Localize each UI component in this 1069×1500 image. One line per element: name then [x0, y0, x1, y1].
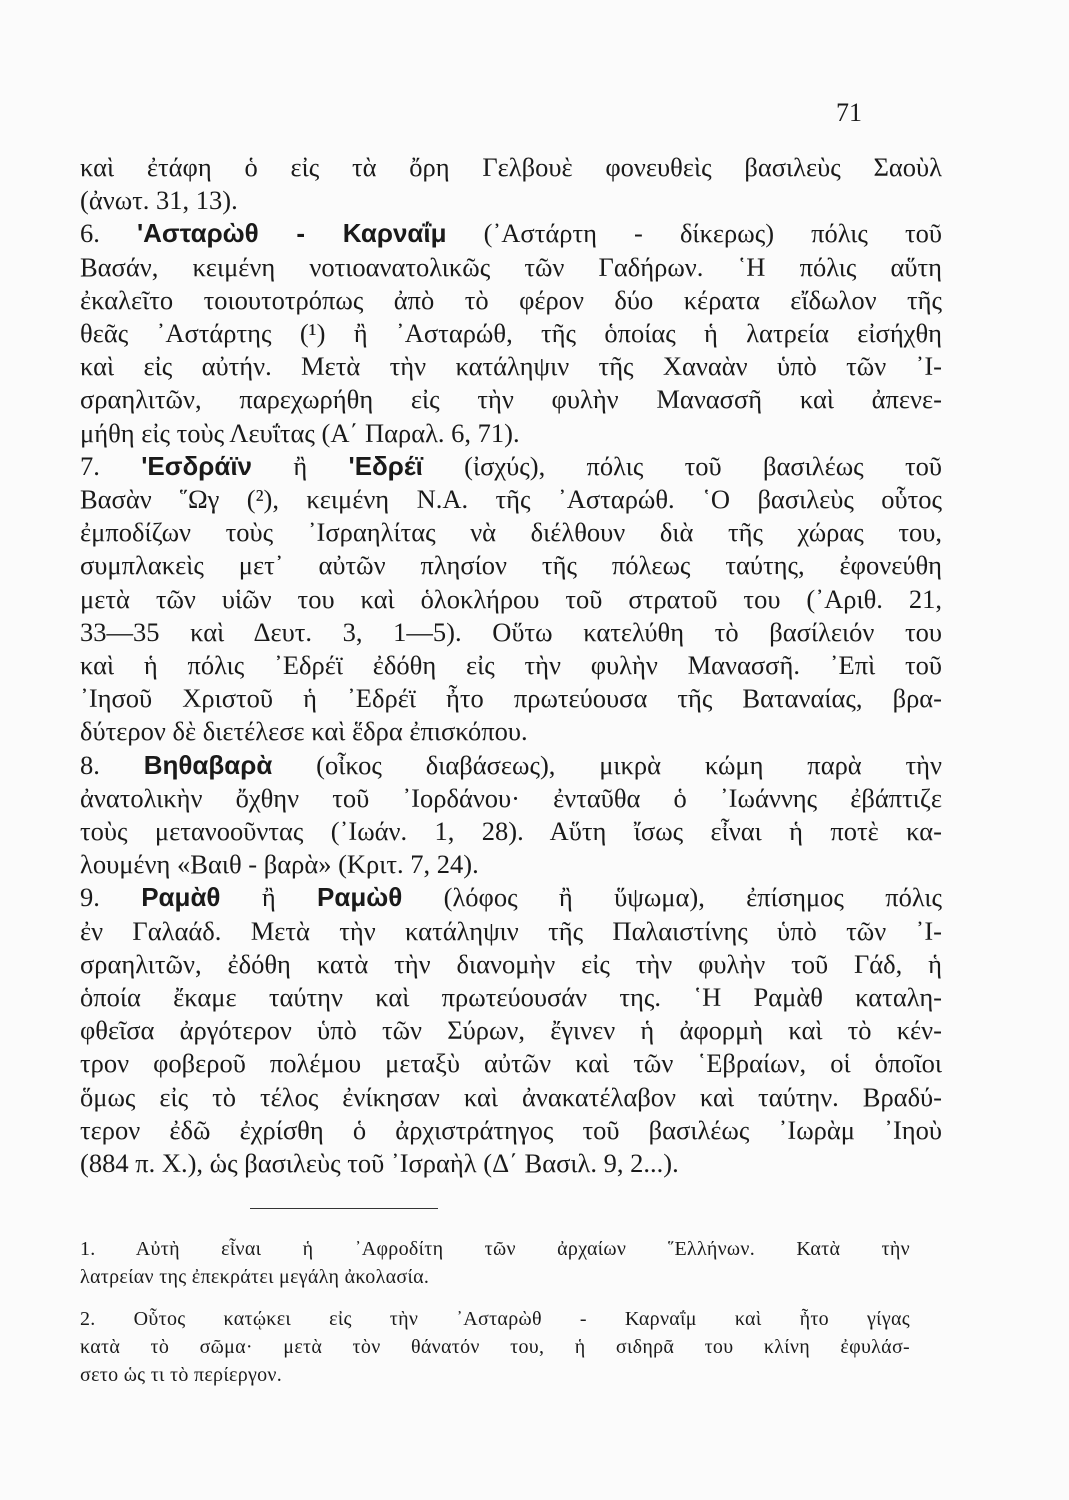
text-line	[80, 880, 942, 914]
line-text: ἀνατολικὴν ὄχθην τοῦ ᾽Ιορδάνου· ἐνταῦθα ὁ ᾽Ιωάννης ἐβάπτιζε	[80, 782, 942, 813]
line-text: (᾽Αστάρτη - δίκερως) πόλις τοῦ	[446, 218, 943, 249]
line-text: (οἶκος διαβάσεως), μικρὰ κώμη παρὰ τὴν	[272, 749, 942, 780]
entry-heading: 'Εδρέϊ	[348, 450, 423, 481]
line-text: φθεῖσα ἀργότερον ὑπὸ τῶν Σύρων, ἔγινεν ἡ ἀφορμὴ καὶ τὸ κέν-	[80, 1015, 942, 1046]
text-line	[80, 648, 942, 682]
text-line	[80, 482, 942, 516]
text-line	[80, 449, 942, 483]
line-text: καὶ ἐτάφη ὁ εἰς τὰ ὄρη Γελβουὲ φονευθεὶς βασιλεὺς Σαοὺλ	[80, 152, 942, 182]
line-text: (ἀνωτ. 31, 13).	[80, 185, 238, 216]
text-line	[80, 1080, 942, 1114]
line-text: ἢ	[252, 450, 349, 481]
text-line	[80, 416, 942, 450]
line-text: 8.	[80, 749, 144, 780]
line-text: συμπλακεὶς μετ᾽ αὐτῶν πλησίον τῆς πόλεως ταύτης, ἐφονεύθη	[80, 550, 942, 581]
line-text: 33—35 καὶ Δευτ. 3, 1—5). Οὕτω κατελύθη τὸ βασίλειόν του	[80, 616, 942, 647]
line-text: μετὰ τῶν υἱῶν του καὶ ὁλοκλήρου τοῦ στρατοῦ του (᾽Αριθ. 21,	[80, 583, 942, 614]
footnote-divider	[250, 1208, 438, 1209]
line-text: λουμένη «Βαιθ - βαρὰ» (Κριτ. 7, 24).	[80, 849, 479, 880]
text-line	[80, 582, 942, 616]
entry-heading: 'Ασταρὼθ - Καρναΐμ	[136, 218, 447, 249]
line-text: ἐμποδίζων τοὺς ᾽Ισραηλίτας νὰ διέλθουν διὰ τῆς χώρας του,	[80, 517, 942, 548]
text-line	[80, 748, 942, 782]
line-text: ᾽Ιησοῦ Χριστοῦ ἡ ᾽Εδρέϊ ἦτο πρωτεύουσα τῆς Βαταναίας, βρα-	[80, 683, 942, 714]
line-text: Βασάν, κειμένη νοτιοανατολικῶς τῶν Γαδήρων. ῾Η πόλις αὕτη	[80, 251, 942, 282]
line-text: 9.	[80, 882, 142, 913]
line-text: καὶ εἰς αὐτήν. Μετὰ τὴν κατάληψιν τῆς Χαναὰν ὑπὸ τῶν ᾽Ι-	[80, 351, 942, 382]
line-text: 6.	[80, 218, 137, 249]
page-number: 71	[836, 98, 862, 127]
entry-heading: Ραμὰθ	[141, 882, 221, 913]
text-line	[80, 515, 942, 549]
text-line	[80, 250, 942, 284]
line-text: (884 π. Χ.), ὡς βασιλεὺς τοῦ ᾽Ισραὴλ (Δ΄ Βασιλ. 9, 2...).	[80, 1148, 679, 1178]
text-line	[80, 548, 942, 582]
line-text: ἢ	[220, 882, 318, 913]
line-text: τερον ἐδῶ ἐχρίσθη ὁ ἀρχιστράτηγος τοῦ βασιλέως ᾽Ιωρὰμ ᾽Ιηοὺ	[80, 1114, 942, 1145]
line-text: δύτερον δὲ διετέλεσε καὶ ἕδρα ἐπισκόπου.	[80, 716, 528, 747]
text-line	[80, 847, 942, 881]
text-line	[80, 980, 942, 1014]
line-text: Βασὰν ῞Ωγ (²), κειμένη Ν.Α. τῆς ᾽Ασταρώθ. ῾Ο βασιλεὺς οὗτος	[80, 484, 942, 514]
text-line	[80, 1013, 942, 1047]
line-text: τοὺς μετανοοῦντας (᾽Ιωάν. 1, 28). Αὕτη ἴσως εἶναι ἡ ποτὲ κα-	[80, 816, 942, 846]
line-text: τρον φοβεροῦ πολέμου μεταξὺ αὐτῶν καὶ τῶν ῾Εβραίων, οἱ ὁποῖοι	[80, 1048, 942, 1079]
line-text: καὶ ἡ πόλις ᾽Εδρέϊ ἐδόθη εἰς τὴν φυλὴν Μανασσῆ. ᾽Επὶ τοῦ	[80, 650, 942, 680]
line-text: ὅμως εἰς τὸ τέλος ἐνίκησαν καὶ ἀνακατέλαβον καὶ ταύτην. Βραδύ-	[80, 1081, 942, 1112]
text-line	[80, 947, 942, 981]
line-text: (ἰσχύς), πόλις τοῦ βασιλέως τοῦ	[422, 450, 942, 481]
footnote-line: σετο ὡς τι τὸ περίεργον.	[80, 1364, 283, 1386]
entry-heading: Ραμὼθ	[317, 882, 403, 913]
line-text: 7.	[80, 450, 142, 481]
footnote-line: 2. Οὗτος κατῴκει εἰς τὴν ᾽Ασταρὼθ - Καρναΐμ καὶ ἦτο γίγας	[80, 1308, 910, 1330]
text-line	[80, 681, 942, 715]
line-text: ὁποία ἔκαμε ταύτην καὶ πρωτεύουσάν της. ῾Η Ραμὰθ καταλη-	[80, 982, 942, 1012]
text-line	[80, 283, 942, 317]
text-line	[80, 781, 942, 815]
line-text: ἐκαλεῖτο τοιουτοτρόπως ἀπὸ τὸ φέρον δύο κέρατα εἴδωλον τῆς	[80, 284, 942, 315]
text-line	[80, 615, 942, 649]
text-line	[80, 1113, 942, 1147]
text-line	[80, 316, 942, 350]
text-line	[80, 1046, 942, 1080]
line-text: μήθη εἰς τοὺς Λευΐτας (Α΄ Παραλ. 6, 71).	[80, 417, 520, 448]
entry-heading: 'Εσδράϊν	[141, 450, 253, 481]
text-line	[80, 349, 942, 383]
line-text: θεᾶς ᾽Αστάρτης (¹) ἢ ᾽Ασταρώθ, τῆς ὁποίας ἡ λατρεία εἰσήχθη	[80, 318, 942, 348]
text-line	[80, 150, 942, 184]
line-text: σραηλιτῶν, παρεχωρήθη εἰς τὴν φυλὴν Μανασσῆ καὶ ἀπενε-	[80, 384, 942, 415]
text-line	[80, 814, 942, 848]
text-line	[80, 216, 942, 250]
text-line	[80, 382, 942, 416]
line-text: σραηλιτῶν, ἐδόθη κατὰ τὴν διανομὴν εἰς τὴν φυλὴν τοῦ Γάδ, ἡ	[80, 948, 942, 979]
entry-heading: Βηθαβαρὰ	[143, 749, 273, 780]
line-text: ἐν Γαλαάδ. Μετὰ τὴν κατάληψιν τῆς Παλαιστίνης ὑπὸ τῶν ᾽Ι-	[80, 915, 942, 946]
footnote-line: λατρείαν της ἐπεκράτει μεγάλη ἀκολασία.	[80, 1266, 430, 1288]
text-line	[80, 714, 942, 748]
line-text: (λόφος ἢ ὕψωμα), ἐπίσημος πόλις	[402, 882, 943, 913]
footnote-line: 1. Αὐτὴ εἶναι ἡ ᾽Αφροδίτη τῶν ἀρχαίων ῞Ελλήνων. Κατὰ τὴν	[80, 1238, 910, 1260]
text-line	[80, 1146, 942, 1180]
footnote-line: κατὰ τὸ σῶμα· μετὰ τὸν θάνατόν του, ἡ σιδηρᾶ του κλίνη ἐφυλάσ-	[80, 1336, 910, 1358]
text-line	[80, 183, 942, 217]
text-line	[80, 914, 942, 948]
